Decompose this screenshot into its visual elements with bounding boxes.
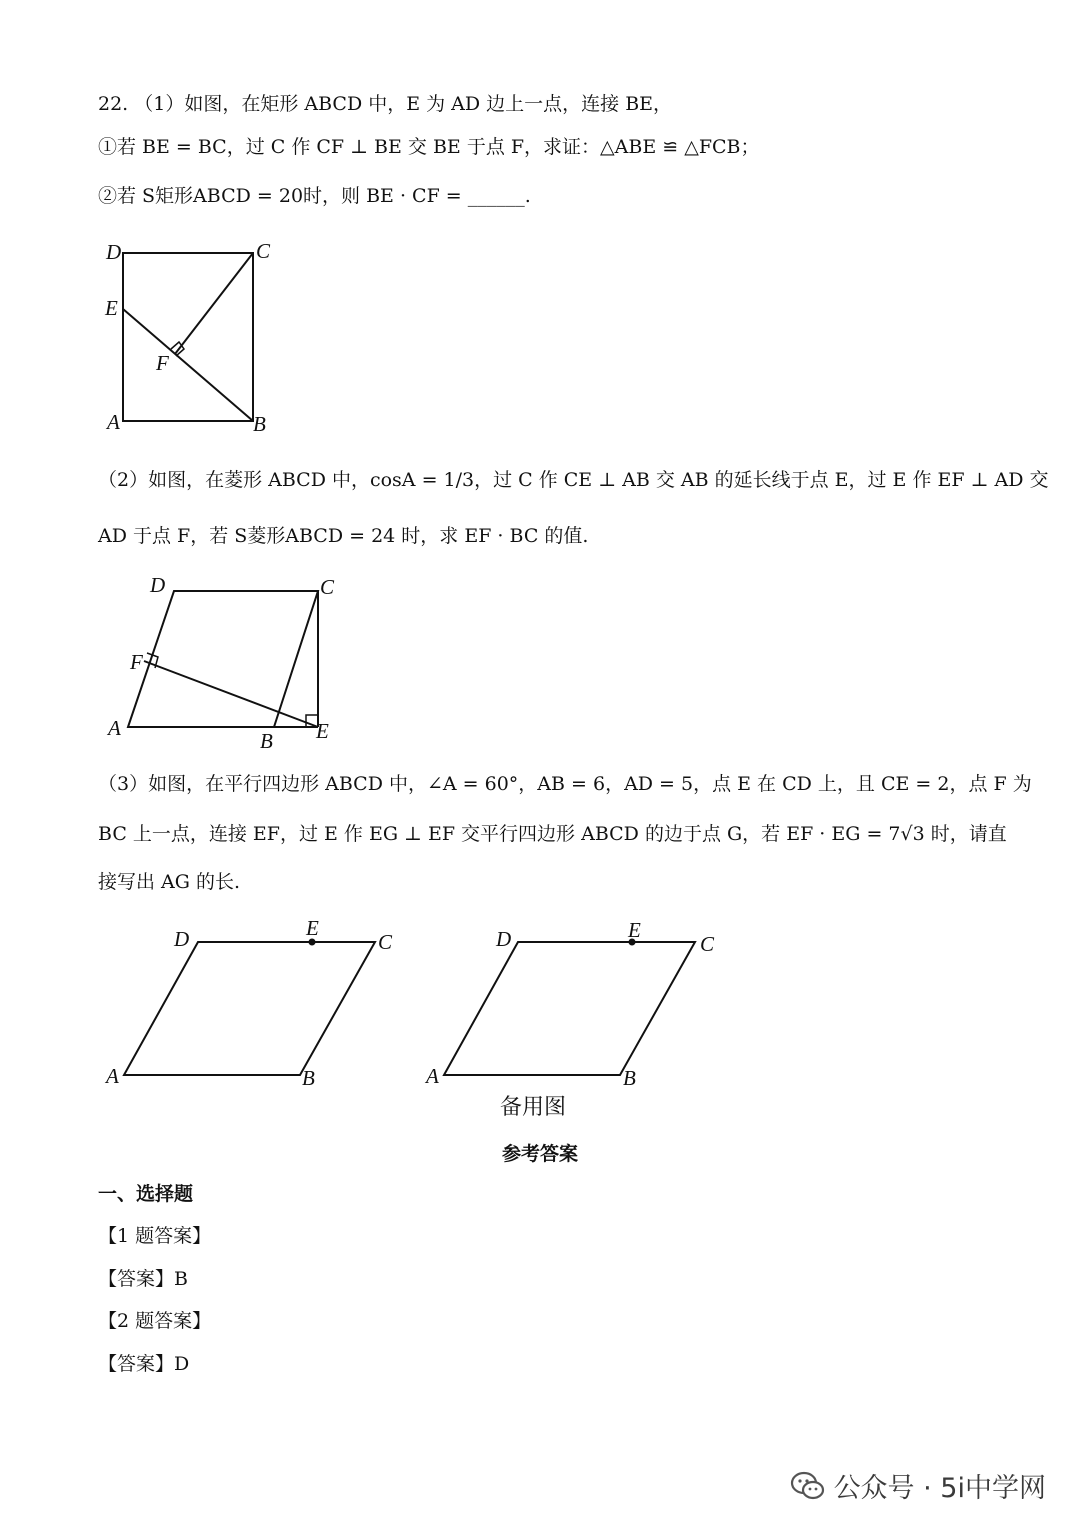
q22-part3-2: BC 上一点，连接 EF，过 E 作 EG ⊥ EF 交平行四边形 ABCD 的边于点 G，若 EF · EG = 7√3 时，请直	[98, 823, 1007, 845]
figure-parallelogram	[100, 915, 420, 1095]
spare-figure-caption: 备用图	[500, 1095, 567, 1120]
watermark	[790, 1466, 1046, 1505]
parallelogram-abcd	[124, 942, 375, 1075]
label-f: F	[156, 351, 169, 375]
label-e: E	[316, 719, 329, 743]
label-c: C	[378, 930, 393, 954]
q22-part1-1: ①若 BE = BC，过 C 作 CF ⊥ BE 交 BE 于点 F，求证：△ABE ≌ △FCB；	[98, 136, 760, 158]
q22-part2-1: （2）如图，在菱形 ABCD 中，cosA = 1/3，过 C 作 CE ⊥ AB 交 AB 的延长线于点 E，过 E 作 EF ⊥ AD 交	[98, 469, 1049, 491]
q22-intro: 22. （1）如图，在矩形 ABCD 中，E 为 AD 边上一点，连接 BE，	[98, 93, 673, 115]
label-a: A	[108, 716, 121, 740]
q22-part3-1: （3）如图，在平行四边形 ABCD 中，∠A = 60°，AB = 6，AD = 5，点 E 在 CD 上，且 CE = 2，点 F 为	[98, 773, 1032, 795]
q22-part3-3: 接写出 AG 的长.	[98, 871, 241, 893]
q2-heading: 【2 题答案】	[98, 1310, 212, 1332]
q2-answer: 【答案】D	[98, 1353, 190, 1375]
label-f: F	[130, 650, 143, 674]
figure-rectangle	[100, 236, 290, 436]
label-d: D	[496, 927, 512, 951]
figure-rhombus	[100, 570, 350, 755]
rhombus-abcd	[128, 591, 318, 727]
label-c: C	[256, 239, 271, 263]
label-e: E	[628, 918, 641, 942]
parallelogram-abcd-spare	[444, 942, 695, 1075]
label-a: A	[106, 1064, 119, 1088]
figure-spare-parallelogram	[420, 915, 740, 1095]
watermark-text: 公众号 · 5i中学网	[833, 1473, 1046, 1504]
q1-answer: 【答案】B	[98, 1268, 188, 1290]
label-b: B	[260, 729, 273, 753]
label-d: D	[174, 927, 190, 951]
label-a: A	[426, 1064, 439, 1088]
label-b: B	[623, 1066, 636, 1090]
label-b: B	[253, 412, 266, 436]
label-c: C	[700, 932, 715, 956]
answers-section: 一、选择题	[98, 1183, 194, 1205]
label-d: D	[150, 573, 166, 597]
segment-cf	[175, 253, 253, 354]
label-b: B	[302, 1066, 315, 1090]
segment-be	[123, 309, 253, 421]
label-d: D	[106, 240, 122, 264]
label-a: A	[107, 410, 120, 434]
q1-heading: 【1 题答案】	[98, 1225, 212, 1247]
label-e: E	[105, 296, 118, 320]
wechat-icon	[790, 1471, 826, 1501]
label-c: C	[320, 575, 335, 599]
answers-title: 参考答案	[501, 1143, 578, 1165]
q22-part1-2: ②若 S矩形ABCD = 20时，则 BE · CF = ______.	[98, 185, 531, 207]
q22-part2-2: AD 于点 F，若 S菱形ABCD = 24 时，求 EF · BC 的值.	[98, 525, 589, 547]
label-e: E	[306, 916, 319, 940]
